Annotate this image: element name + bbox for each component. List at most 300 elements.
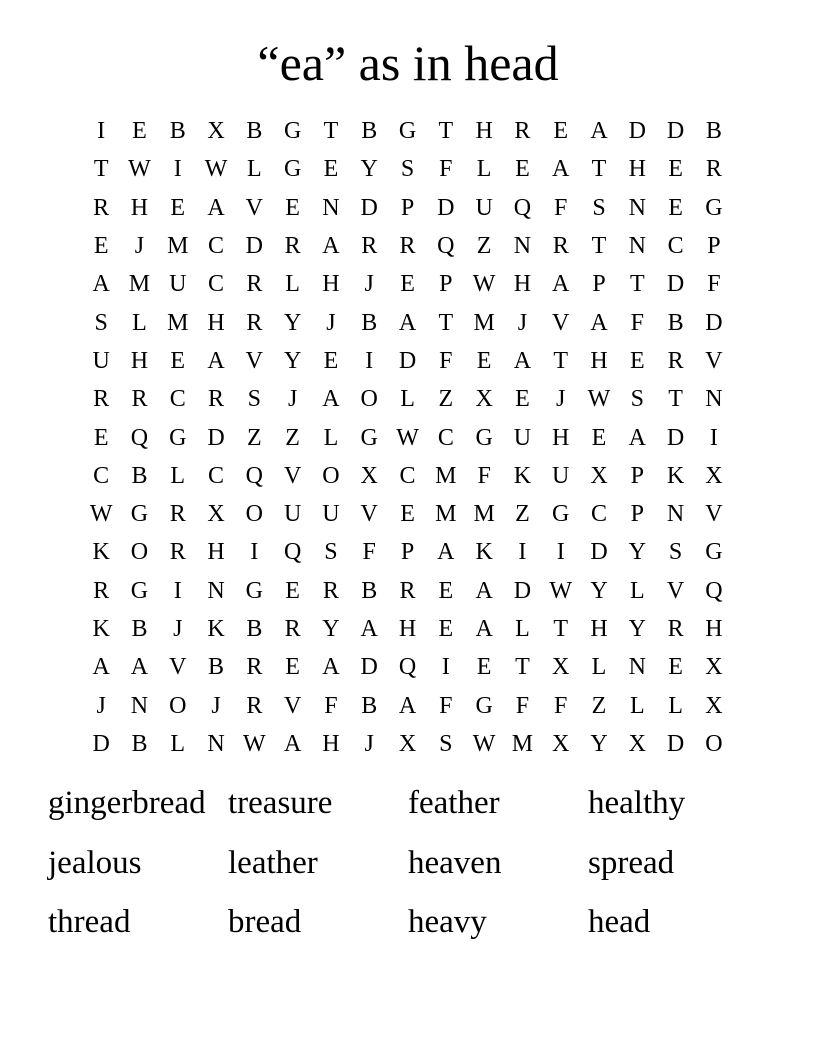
grid-letter: D (628, 118, 646, 145)
grid-letter: V (705, 501, 723, 528)
grid-letter: E (323, 347, 339, 374)
word-bank-item: thread (48, 904, 131, 940)
grid-letter: D (437, 194, 455, 221)
grid-letter: A (552, 271, 570, 298)
grid-letter: J (287, 386, 298, 413)
grid-letter: U (169, 271, 187, 298)
grid-letter: D (666, 271, 685, 298)
grid-letter: U (475, 194, 493, 221)
grid-letter: E (668, 194, 683, 221)
word-bank-item: gingerbread (48, 785, 206, 821)
grid-letter: S (630, 386, 644, 413)
grid-letter: O (169, 692, 187, 719)
grid-letter: R (246, 692, 263, 719)
grid-letter: J (96, 692, 106, 719)
grid-letter: L (170, 462, 186, 489)
grid-letter: D (360, 654, 378, 681)
grid-letter: R (552, 233, 569, 260)
grid-letter: G (475, 692, 493, 719)
grid-letter: R (322, 577, 339, 604)
grid-letter: B (246, 118, 263, 145)
grid-letter: S (592, 194, 606, 221)
grid-letter: G (475, 424, 493, 451)
grid-letter: A (398, 692, 417, 719)
grid-letter: D (398, 347, 417, 374)
grid-letter: X (705, 692, 723, 719)
grid-letter: D (666, 118, 685, 145)
word-bank-item: head (588, 904, 651, 940)
grid-letter: T (438, 118, 454, 145)
grid-letter: R (399, 233, 416, 260)
grid-letter: L (400, 386, 415, 413)
grid-letter: E (476, 654, 492, 681)
grid-letter: N (207, 577, 225, 604)
grid-letter: V (705, 347, 723, 374)
letter-grid (82, 112, 733, 763)
grid-letter: U (513, 424, 532, 451)
grid-letter: R (208, 386, 225, 413)
grid-letter: R (246, 271, 263, 298)
grid-letter: M (435, 462, 457, 489)
grid-letter: U (283, 501, 302, 528)
grid-letter: W (587, 386, 611, 413)
grid-letter: E (629, 347, 645, 374)
grid-letter: D (513, 577, 532, 604)
grid-letter: H (590, 347, 608, 374)
grid-letter: V (666, 577, 685, 604)
grid-letter: S (668, 539, 683, 566)
grid-letter: K (92, 539, 110, 566)
grid-letter: C (208, 462, 225, 489)
grid-letter: U (322, 501, 340, 528)
grid-letter: N (628, 194, 646, 221)
grid-letter: T (629, 271, 645, 298)
grid-letter: J (173, 616, 183, 642)
grid-letter: D (245, 233, 263, 260)
grid-letter: L (629, 692, 645, 719)
grid-letter: N (322, 194, 340, 221)
grid-letter: F (630, 309, 644, 336)
grid-letter: B (131, 462, 148, 489)
grid-letter: A (475, 616, 493, 642)
grid-letter: O (245, 501, 263, 528)
grid-letter: F (477, 462, 491, 489)
grid-letter: G (130, 501, 149, 528)
grid-letter: A (207, 194, 225, 221)
grid-letter: G (552, 501, 570, 528)
grid-letter: Y (628, 616, 646, 642)
grid-letter: Z (247, 424, 262, 451)
grid-letter: L (476, 156, 492, 183)
word-bank-item: spread (588, 844, 675, 881)
grid-letter: X (207, 501, 225, 528)
grid-letter: E (170, 194, 186, 221)
grid-letter: G (283, 156, 302, 183)
grid-letter: G (245, 577, 263, 604)
grid-letter: F (515, 692, 530, 719)
grid-letter: J (364, 271, 374, 298)
grid-row (82, 342, 733, 380)
word-bank-item: feather (408, 785, 500, 821)
grid-letter: H (130, 347, 149, 374)
grid-letter: N (705, 386, 723, 413)
grid-letter: N (628, 654, 646, 681)
grid-letter: O (705, 730, 723, 757)
grid-row (82, 112, 733, 150)
grid-letter: X (552, 654, 570, 681)
grid-row (82, 686, 733, 724)
grid-letter: H (513, 271, 532, 298)
grid-letter: R (93, 194, 110, 221)
grid-row (82, 533, 733, 571)
grid-letter: P (400, 194, 415, 221)
grid-letter: R (169, 501, 186, 528)
grid-letter: A (322, 386, 340, 413)
grid-letter: C (169, 386, 186, 413)
grid-letter: P (707, 233, 721, 260)
grid-letter: A (398, 309, 417, 336)
grid-letter: B (169, 118, 186, 145)
grid-letter: A (590, 118, 608, 145)
grid-letter: Y (590, 730, 608, 757)
grid-letter: T (438, 309, 454, 336)
grid-letter: W (128, 156, 151, 183)
grid-letter: E (323, 156, 339, 183)
grid-letter: E (668, 654, 683, 681)
grid-letter: W (472, 730, 496, 757)
grid-letter: Y (322, 616, 340, 642)
grid-letter: T (591, 156, 607, 183)
grid-letter: F (554, 692, 568, 719)
grid-letter: B (361, 118, 378, 145)
grid-letter: E (515, 156, 530, 183)
grid-letter: A (322, 654, 340, 681)
grid-letter: H (207, 309, 225, 336)
grid-letter: S (400, 156, 415, 183)
grid-letter: Y (590, 577, 608, 604)
grid-letter: D (92, 730, 110, 757)
grid-letter: E (93, 424, 109, 451)
grid-letter: B (361, 692, 378, 719)
grid-letter: L (247, 156, 262, 183)
grid-letter: A (590, 309, 608, 336)
grid-letter: B (246, 616, 263, 642)
grid-letter: B (131, 730, 148, 757)
grid-letter: A (513, 347, 532, 374)
grid-letter: F (554, 194, 568, 221)
grid-letter: X (705, 462, 723, 489)
grid-letter: N (513, 233, 532, 260)
grid-letter: G (130, 577, 149, 604)
grid-letter: H (590, 616, 608, 642)
grid-letter: F (439, 692, 453, 719)
grid-letter: R (705, 156, 722, 183)
grid-letter: J (364, 730, 374, 757)
grid-letter: Y (360, 156, 378, 183)
grid-letter: E (93, 233, 109, 260)
grid-letter: V (245, 347, 263, 374)
grid-letter: C (208, 271, 225, 298)
grid-letter: R (361, 233, 378, 260)
grid-letter: W (243, 730, 266, 757)
grid-letter: W (204, 156, 228, 183)
grid-letter: L (170, 730, 186, 757)
grid-letter: X (705, 654, 723, 681)
grid-letter: Z (285, 424, 300, 451)
grid-letter: M (473, 309, 495, 336)
grid-letter: B (361, 309, 378, 336)
grid-letter: N (628, 233, 646, 260)
grid-letter: E (591, 424, 607, 451)
grid-letter: F (362, 539, 376, 566)
grid-letter: W (89, 501, 113, 528)
grid-letter: M (128, 271, 151, 298)
grid-letter: R (284, 233, 301, 260)
grid-letter: R (93, 577, 110, 604)
grid-letter: E (553, 118, 569, 145)
grid-letter: F (707, 271, 721, 298)
grid-letter: J (556, 386, 566, 413)
grid-letter: X (590, 462, 608, 489)
grid-letter: M (167, 233, 189, 260)
grid-letter: E (132, 118, 147, 145)
grid-letter: T (553, 616, 569, 642)
grid-letter: D (207, 424, 225, 451)
grid-letter: A (92, 271, 110, 298)
grid-letter: P (439, 271, 453, 298)
grid-letter: Z (438, 386, 454, 413)
word-bank-item: jealous (48, 844, 142, 881)
grid-letter: L (323, 424, 339, 451)
grid-letter: A (130, 654, 149, 681)
grid-letter: A (475, 577, 493, 604)
grid-letter: G (705, 194, 723, 221)
grid-letter: T (93, 156, 109, 183)
grid-letter: E (515, 386, 530, 413)
grid-letter: S (439, 730, 453, 757)
grid-letter: X (475, 386, 493, 413)
grid-letter: W (396, 424, 419, 451)
grid-row (82, 725, 733, 763)
grid-letter: B (667, 309, 684, 336)
grid-letter: T (668, 386, 683, 413)
grid-letter: X (398, 730, 417, 757)
grid-letter: N (207, 730, 225, 757)
grid-letter: J (517, 309, 528, 336)
grid-letter: H (552, 424, 570, 451)
grid-letter: A (322, 233, 340, 260)
grid-letter: A (207, 347, 225, 374)
grid-letter: P (400, 539, 415, 566)
grid-letter: H (705, 616, 723, 642)
word-bank-item: bread (228, 904, 302, 940)
grid-letter: Q (130, 424, 149, 451)
grid-letter: J (326, 309, 336, 336)
grid-letter: N (666, 501, 685, 528)
grid-letter: F (439, 156, 453, 183)
grid-letter: Y (628, 539, 646, 566)
grid-row (82, 457, 733, 495)
grid-letter: A (628, 424, 646, 451)
grid-row (82, 495, 733, 533)
grid-letter: K (207, 616, 225, 642)
grid-letter: J (211, 692, 221, 719)
grid-letter: Q (437, 233, 455, 260)
word-bank-item: heavy (408, 904, 487, 940)
grid-letter: H (322, 271, 340, 298)
grid-letter: B (131, 616, 148, 642)
grid-letter: Q (705, 577, 723, 604)
grid-letter: C (208, 233, 225, 260)
grid-letter: A (360, 616, 378, 642)
grid-letter: R (131, 386, 148, 413)
grid-letter: T (553, 347, 569, 374)
grid-letter: Q (513, 194, 532, 221)
grid-row (82, 265, 733, 303)
grid-letter: P (592, 271, 606, 298)
grid-letter: L (668, 692, 683, 719)
grid-letter: P (630, 462, 644, 489)
grid-letter: W (549, 577, 573, 604)
grid-letter: V (169, 654, 187, 681)
grid-letter: Z (515, 501, 530, 528)
grid-letter: R (169, 539, 186, 566)
grid-letter: D (590, 539, 608, 566)
grid-letter: I (518, 539, 527, 566)
grid-letter: T (591, 233, 607, 260)
grid-row (82, 189, 733, 227)
grid-letter: E (400, 271, 415, 298)
grid-letter: C (437, 424, 454, 451)
grid-letter: H (207, 539, 225, 566)
grid-letter: R (667, 616, 684, 642)
grid-letter: K (475, 539, 493, 566)
grid-letter: I (365, 347, 374, 374)
grid-letter: A (437, 539, 455, 566)
grid-letter: H (130, 194, 149, 221)
grid-letter: R (284, 616, 301, 642)
grid-letter: G (283, 118, 302, 145)
grid-row (82, 418, 733, 456)
grid-row (82, 150, 733, 188)
grid-letter: Q (283, 539, 302, 566)
grid-letter: E (476, 347, 492, 374)
grid-letter: X (552, 730, 570, 757)
grid-letter: M (511, 730, 534, 757)
grid-letter: U (552, 462, 570, 489)
grid-letter: G (169, 424, 187, 451)
word-bank-item: treasure (228, 785, 333, 821)
grid-letter: A (92, 654, 110, 681)
grid-letter: N (130, 692, 149, 719)
grid-letter: V (283, 462, 302, 489)
grid-letter: L (629, 577, 645, 604)
grid-letter: U (92, 347, 110, 374)
grid-letter: S (247, 386, 262, 413)
grid-letter: H (475, 118, 493, 145)
grid-letter: G (398, 118, 417, 145)
grid-letter: L (285, 271, 300, 298)
grid-letter: J (134, 233, 145, 260)
grid-letter: I (173, 156, 182, 183)
grid-letter: R (93, 386, 110, 413)
grid-letter: F (324, 692, 338, 719)
grid-letter: C (399, 462, 416, 489)
grid-letter: T (515, 654, 530, 681)
grid-letter: L (132, 309, 147, 336)
grid-letter: H (398, 616, 417, 642)
grid-letter: B (705, 118, 722, 145)
grid-letter: Z (591, 692, 607, 719)
grid-letter: S (94, 309, 108, 336)
word-bank-item: healthy (588, 785, 686, 821)
word-bank-item: leather (228, 844, 318, 881)
grid-letter: X (360, 462, 378, 489)
grid-letter: I (173, 577, 182, 604)
grid-letter: A (552, 156, 570, 183)
grid-letter: D (705, 309, 723, 336)
grid-row (82, 648, 733, 686)
grid-letter: B (208, 654, 225, 681)
grid-letter: C (667, 233, 684, 260)
grid-letter: V (245, 194, 263, 221)
grid-letter: Q (398, 654, 417, 681)
grid-letter: Q (245, 462, 263, 489)
grid-letter: X (207, 118, 225, 145)
grid-letter: R (399, 577, 416, 604)
grid-letter: G (360, 424, 378, 451)
grid-letter: O (360, 386, 378, 413)
grid-letter: T (323, 118, 339, 145)
grid-letter: R (514, 118, 531, 145)
grid-letter: A (283, 730, 302, 757)
grid-letter: K (513, 462, 532, 489)
grid-letter: Z (476, 233, 492, 260)
grid-letter: E (285, 194, 300, 221)
grid-letter: O (322, 462, 340, 489)
grid-letter: E (285, 654, 300, 681)
grid-letter: E (438, 577, 454, 604)
grid-letter: I (441, 654, 450, 681)
grid-letter: C (591, 501, 608, 528)
grid-letter: I (556, 539, 565, 566)
grid-letter: W (472, 271, 496, 298)
grid-letter: L (591, 654, 607, 681)
grid-letter: Y (283, 347, 302, 374)
grid-letter: R (667, 347, 684, 374)
grid-letter: V (552, 309, 570, 336)
grid-letter: E (438, 616, 454, 642)
grid-letter: O (130, 539, 149, 566)
grid-row (82, 303, 733, 341)
grid-letter: I (709, 424, 718, 451)
grid-letter: R (246, 654, 263, 681)
grid-letter: S (324, 539, 338, 566)
grid-letter: E (170, 347, 186, 374)
grid-letter: Y (283, 309, 302, 336)
grid-letter: F (439, 347, 453, 374)
grid-letter: I (97, 118, 106, 145)
grid-letter: G (705, 539, 723, 566)
grid-letter: D (666, 730, 685, 757)
grid-letter: H (322, 730, 340, 757)
grid-letter: V (360, 501, 378, 528)
grid-row (82, 380, 733, 418)
word-bank-item: heaven (408, 844, 502, 881)
grid-row (82, 572, 733, 610)
grid-letter: D (360, 194, 378, 221)
page-title: “ea” as in head (257, 35, 559, 91)
